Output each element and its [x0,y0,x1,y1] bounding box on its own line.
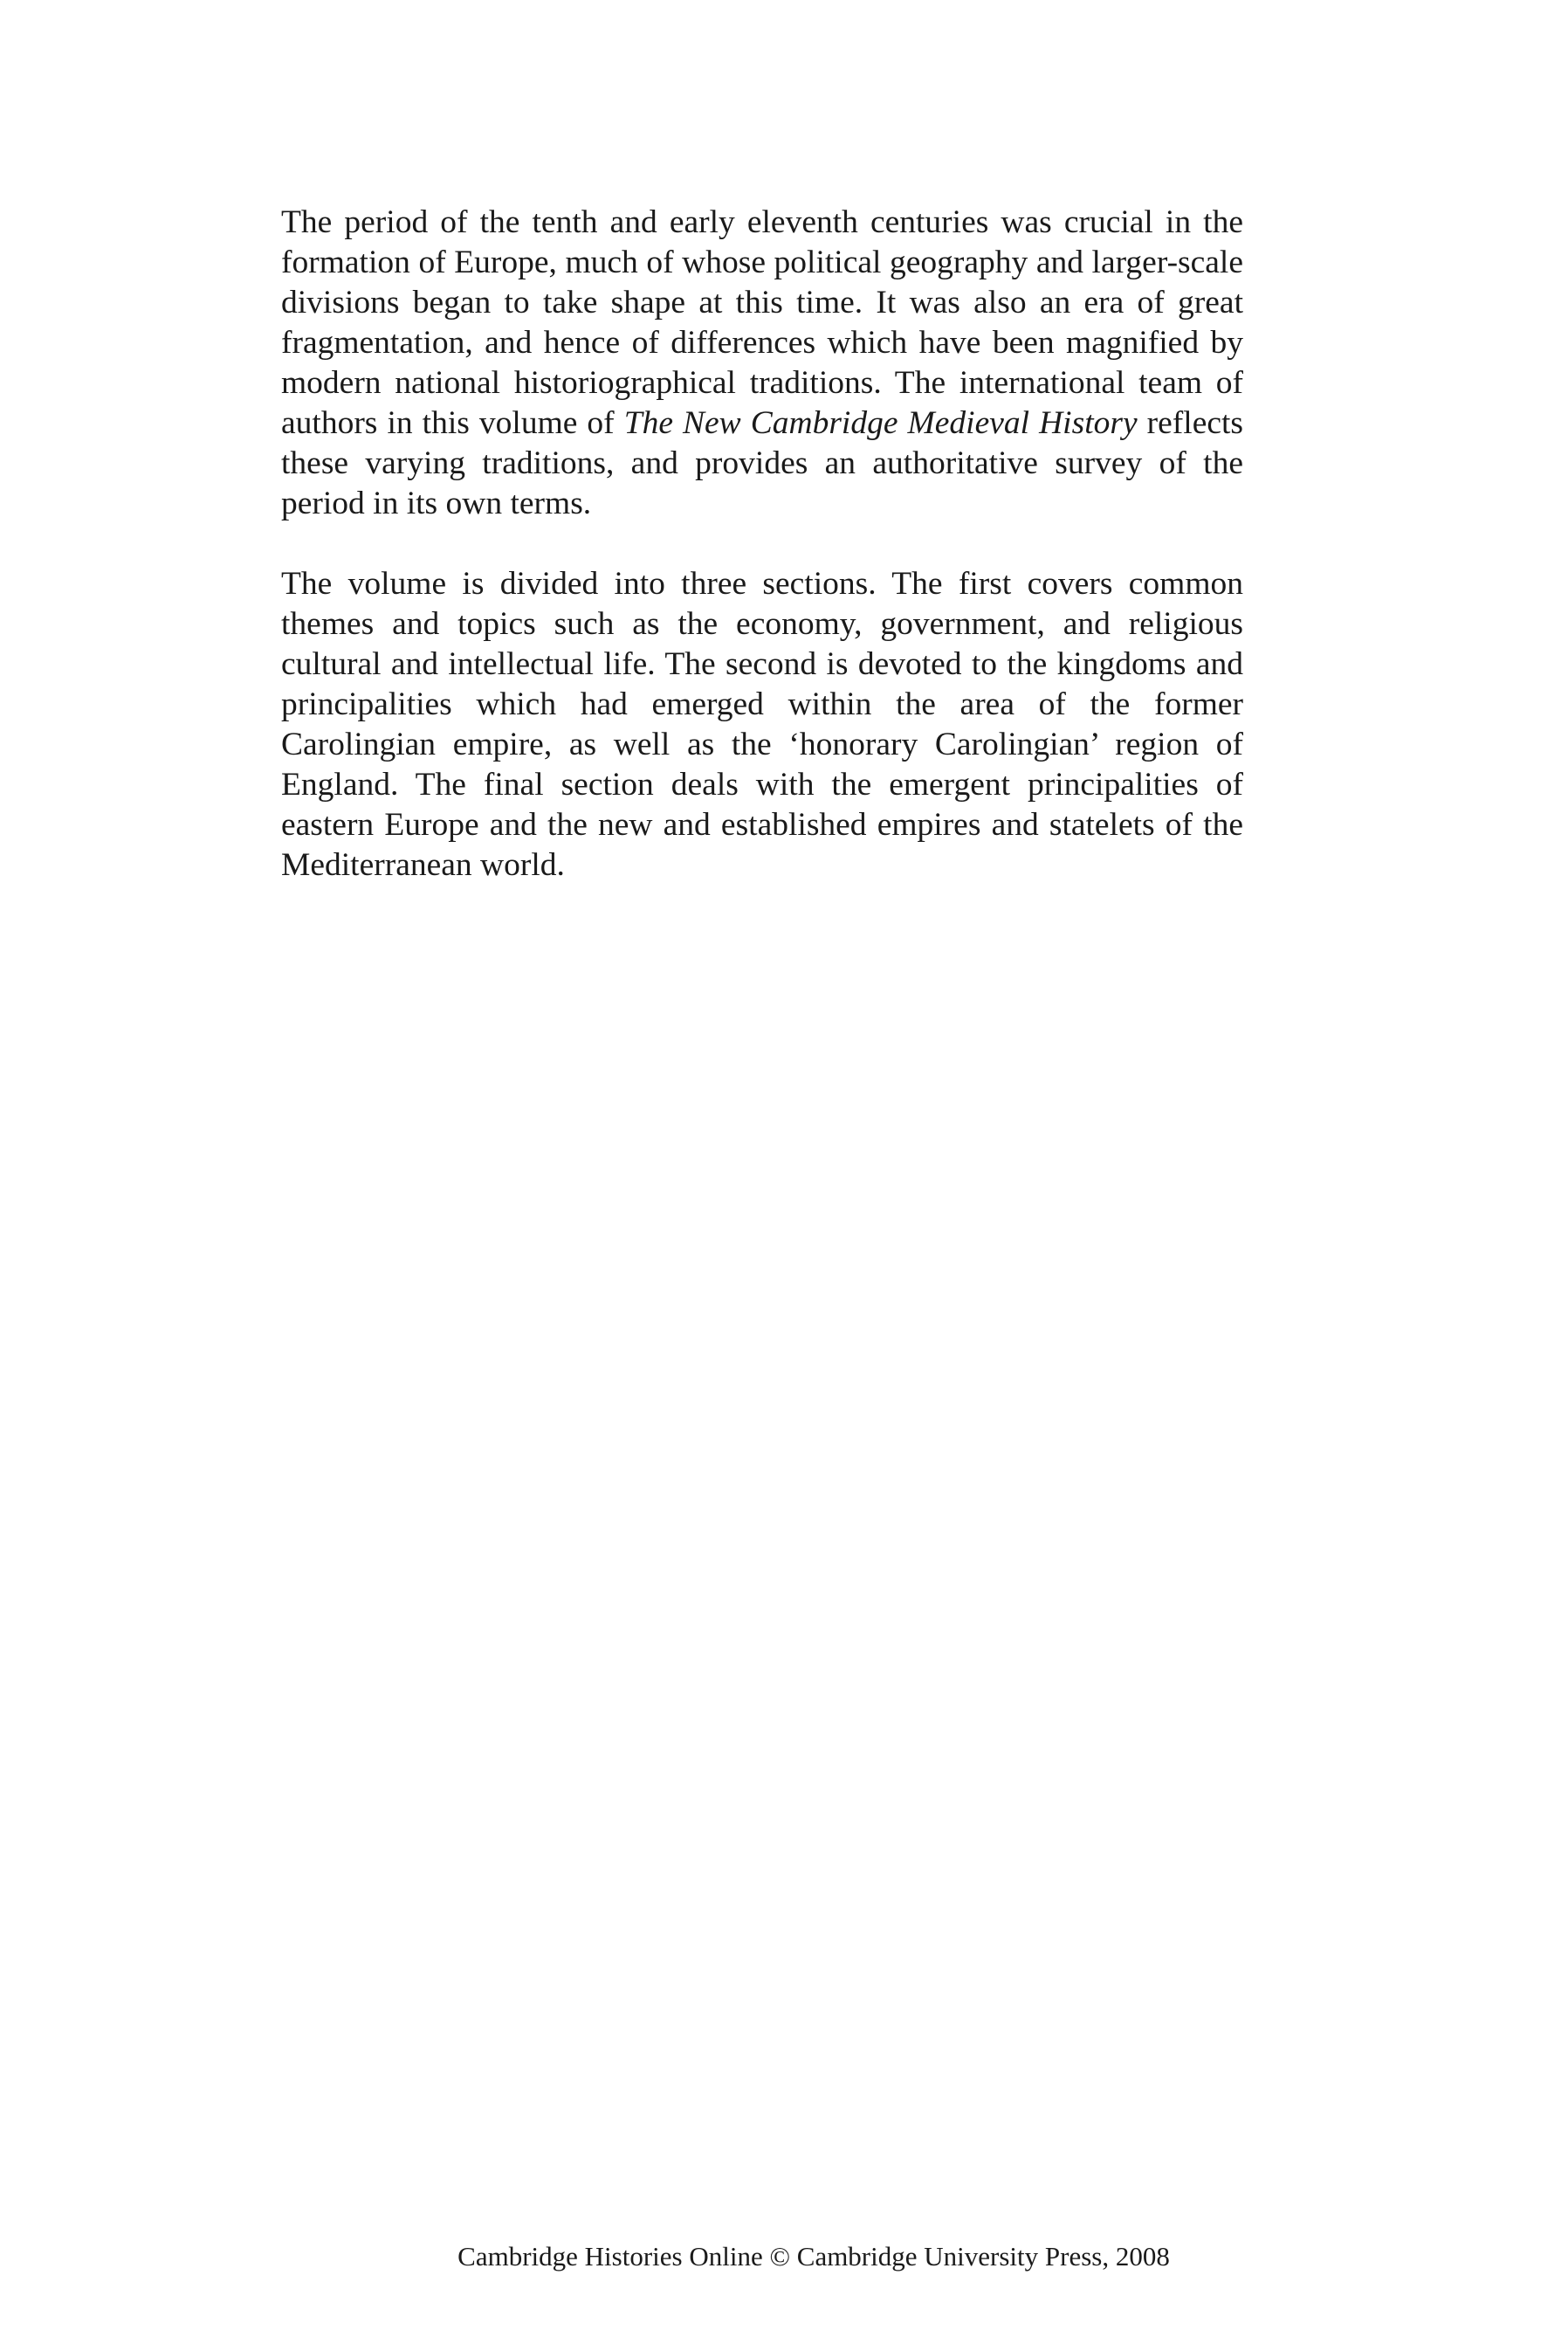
book-blurb [281,203,1243,886]
series-title: The New Cambridge Medieval History [623,405,1138,441]
paragraph-1-text-start: The period of the tenth and early eleventh centuries was crucial in the formation of Europe, much of whose political geography and larger-scale divisions began to take shape at this time. It was also an era of great fragmentation, and hence of differences which have been magnified by modern national historiographical traditions. The international team of authors in this volume of [281,204,1243,441]
page-footer [0,2240,1568,2273]
blurb-paragraph-1 [281,203,1243,524]
blurb-paragraph-2: The volume is divided into three sections. The first covers common themes and topics such as the economy, government, and religious cultural and intellectual life. The second is devoted to the kingdoms and principalities which had emerged within the area of the former Carolingian empire, as well as the ‘honorary Carolingian’ region of England. The final section deals with the emergent principalities of eastern Europe and the new and established empires and statelets of the Mediterranean world. [281,566,1243,883]
paragraph-1-text-end: reflects these varying traditions, and provides an authoritative survey of the period in its own terms. [281,405,1243,521]
copyright-notice: Cambridge Histories Online © Cambridge University Press, 2008 [457,2241,1170,2272]
